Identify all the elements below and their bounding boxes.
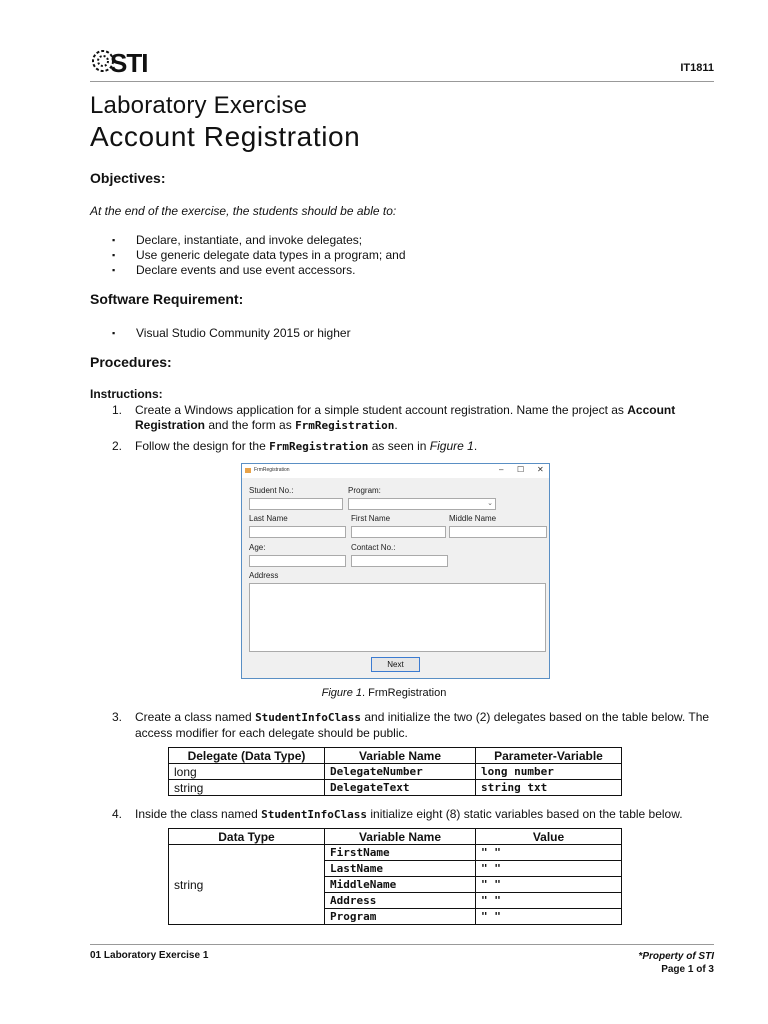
table-header-row [169,748,622,764]
table-cell: " " [476,845,622,861]
student-no-input[interactable] [249,498,343,510]
step-text: . [394,417,398,432]
table-cell: DelegateNumber [325,764,476,780]
last-name-input[interactable] [249,526,346,538]
header-divider [90,81,714,82]
last-name-label: Last Name [249,514,288,523]
footer-right [638,950,714,976]
table-cell: long [169,764,325,780]
middle-name-label: Middle Name [449,514,497,523]
first-name-input[interactable] [351,526,446,538]
step-number: 1. [112,403,123,417]
procedures-heading: Procedures: [90,354,172,370]
project-name: Account Registration [135,403,676,432]
step-number: 3. [112,710,123,724]
objectives-intro: At the end of the exercise, the students should be able to: [90,204,397,218]
contact-no-input[interactable] [351,555,448,567]
address-textarea[interactable] [249,583,546,652]
software-heading: Software Requirement: [90,291,244,307]
form-window [241,463,550,679]
figure-caption-text: . FrmRegistration [362,687,447,699]
address-label: Address [249,571,279,580]
student-no-label: Student No.: [249,486,294,495]
form-name: FrmRegistration [269,440,369,453]
table-cell: Program [325,909,476,925]
step-text: and the form as [205,417,296,432]
list-item: ▪ Use generic delegate data types in a program; and [110,248,406,263]
table-cell: LastName [325,861,476,877]
column-header: Parameter-Variable [476,748,622,764]
objectives-list [110,233,406,278]
table-cell: " " [476,861,622,877]
chevron-down-icon: ⌄ [487,500,493,507]
footer-divider [90,944,714,945]
table-cell: string [169,780,325,796]
table-cell: " " [476,909,622,925]
table-cell: MiddleName [325,877,476,893]
table-cell: Address [325,893,476,909]
class-name: StudentInfoClass [261,808,368,821]
step-text: . [473,439,478,453]
step-text: initialize eight (8) static variables based on the table below. [367,807,683,821]
logo-text: STI [110,48,148,78]
column-header: Delegate (Data Type) [169,748,325,764]
objectives-heading: Objectives: [90,170,166,186]
middle-name-input[interactable] [449,526,547,538]
program-select[interactable] [348,498,496,510]
app-icon [245,468,251,473]
table-cell: long number [476,764,622,780]
footer-left: 01 Laboratory Exercise 1 [90,950,209,961]
lab-label: Laboratory Exercise [90,92,308,119]
age-label: Age: [249,543,266,552]
software-list [110,326,351,341]
column-header: Variable Name [325,829,476,845]
next-button[interactable]: Next [371,657,420,672]
step-text: Follow the design for the [135,439,270,453]
maximize-icon[interactable]: ☐ [517,465,525,474]
figure-caption [0,687,768,699]
list-item: ▪ Visual Studio Community 2015 or higher [110,326,351,341]
column-header: Variable Name [325,748,476,764]
figure-ref: Figure 1 [429,439,474,453]
table-cell: DelegateText [325,780,476,796]
page-title: Account Registration [90,121,361,152]
table-cell: FirstName [325,845,476,861]
property-notice: *Property of STI [638,951,714,962]
table-cell: " " [476,893,622,909]
age-input[interactable] [249,555,346,567]
class-name: StudentInfoClass [255,711,362,724]
minimize-icon[interactable]: – [499,465,504,474]
table-cell: string [169,845,325,925]
table-cell: " " [476,877,622,893]
course-code: IT1811 [680,62,714,74]
table-row [169,780,622,796]
table-row [169,845,622,861]
instructions-label: Instructions: [90,387,163,401]
column-header: Value [476,829,622,845]
first-name-label: First Name [351,514,391,523]
close-icon[interactable]: ✕ [537,465,544,474]
list-item: ▪ Declare events and use event accessors. [110,263,406,278]
table-row [169,764,622,780]
sti-logo [96,46,154,78]
step-text: as seen in [368,439,430,453]
window-title: FrmRegistration [254,467,290,473]
step-text: Inside the class named [135,807,262,821]
column-header: Data Type [169,829,325,845]
form-name: FrmRegistration [295,418,395,432]
step-number: 4. [112,807,123,821]
static-variables-table [168,828,622,925]
table-header-row [169,829,622,845]
step-text: Create a Windows application for a simple student account registration. Name the project as [135,403,628,417]
step-text: Create a class named [135,710,256,724]
contact-no-label: Contact No.: [351,543,396,552]
step-number: 2. [112,439,123,453]
delegates-table [168,747,622,796]
title-bar [242,464,549,478]
figure-label: Figure 1 [321,687,362,699]
page-number: Page 1 of 3 [661,964,714,975]
program-label: Program: [348,486,381,495]
step-text: and initialize the two (2) delegates based on the table below. The access modifier for each delegate should be public. [135,710,710,740]
list-item: ▪ Declare, instantiate, and invoke delegates; [110,233,406,248]
table-cell: string txt [476,780,622,796]
